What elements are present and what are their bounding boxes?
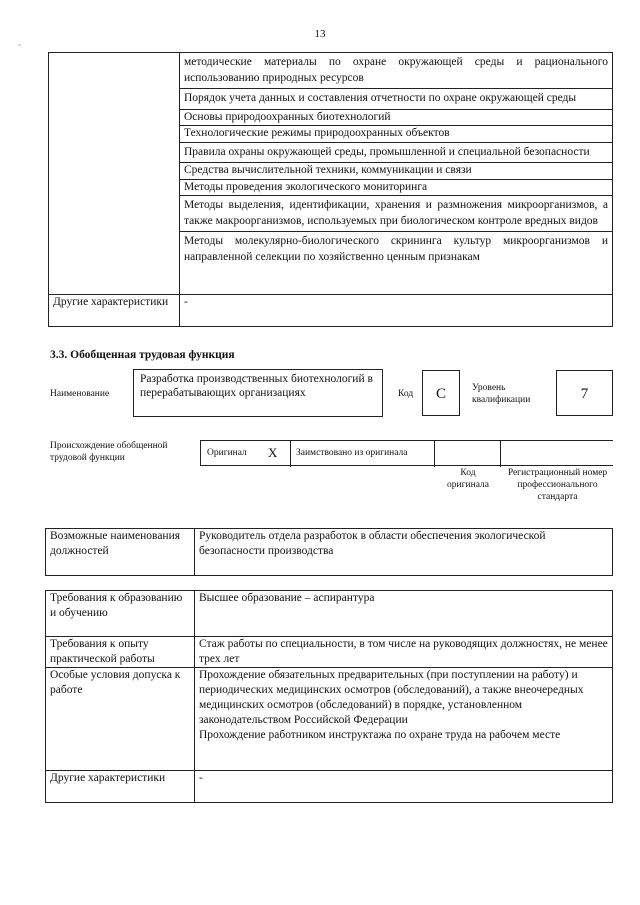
stray-mark: `: [18, 44, 22, 55]
knowledge-item: Основы природоохранных биотехнологий: [180, 110, 612, 127]
knowledge-item: Средства вычислительной техники, коммуникации и связи: [180, 163, 612, 180]
knowledge-item: Правила охраны окружающей среды, промышленной и специальной безопасности: [180, 143, 612, 164]
education-value: Высшее образование – аспирантура: [195, 591, 613, 637]
experience-value: Стаж работы по специальности, в том числе на руководящих должностях, не менее трех лет: [195, 637, 613, 668]
reg-caption: Регистрационный номер профессионального стандарта: [507, 468, 608, 502]
page-number: 13: [314, 28, 326, 40]
code-label: Код: [398, 389, 414, 399]
education-label: Требования к образованию и обучению: [46, 591, 195, 637]
name-label: Наименование: [50, 389, 110, 399]
knowledge-item: методические материалы по охране окружающей среды и рационального использованию природных ресурсов: [180, 53, 612, 89]
knowledge-item: Методы проведения экологического мониторинга: [180, 180, 612, 197]
other-characteristics-value: -: [195, 771, 613, 803]
positions-value: Руководитель отдела разработок в области обеспечения экологической безопасности производства: [195, 529, 613, 576]
section-title: 3.3. Обобщенная трудовая функция: [50, 349, 235, 361]
other-characteristics-value: -: [180, 295, 613, 327]
origin-row: [200, 440, 613, 466]
knowledge-item: Технологические режимы природоохранных объектов: [180, 126, 612, 143]
level-value-box: 7: [556, 370, 613, 416]
original-mark: X: [268, 445, 278, 460]
empty-label-cell: [49, 53, 180, 295]
admission-conditions-label: Особые условия допуска к работе: [46, 668, 195, 771]
experience-label: Требования к опыту практической работы: [46, 637, 195, 668]
knowledge-item: Методы молекулярно-биологического скрининга культур микроорганизмов и направленной селекции по хозяйственно ценным признакам: [184, 235, 608, 263]
code-value-box: C: [422, 370, 460, 416]
function-name-box: Разработка производственных биотехнологий в перерабатывающих организациях: [133, 369, 383, 417]
knowledge-item: Порядок учета данных и составления отчетности по охране окружающей среды: [180, 89, 612, 110]
knowledge-item: Методы выделения, идентификации, хранения и размножения микроорганизмов, а также макроорганизмов, используемых при биологическом контроле вредных видов: [180, 196, 612, 232]
requirements-table: [45, 590, 613, 803]
divider: [434, 441, 435, 467]
divider: [500, 441, 501, 467]
knowledge-table: [48, 52, 613, 327]
other-characteristics-label: Другие характеристики: [46, 771, 195, 803]
other-characteristics-label: Другие характеристики: [49, 295, 180, 327]
code-caption: Код оригинала: [447, 468, 489, 490]
admission-conditions-value-2: Прохождение работником инструктажа по охране труда на рабочем месте: [199, 729, 561, 741]
positions-label: Возможные наименования должностей: [46, 529, 195, 576]
borrowed-label: Заимствовано из оригинала: [296, 448, 408, 458]
positions-table: [45, 528, 613, 576]
divider: [290, 441, 291, 467]
original-label: Оригинал: [207, 448, 247, 458]
origin-label: Происхождение обобщенной трудовой функции: [50, 441, 168, 463]
admission-conditions-value: Прохождение обязательных предварительных (при поступлении на работу) и периодических медицинских осмотров (обследований), а также внеочередных медицинских осмотров (обследований) в порядке, установленном законодательством Российской Федерации: [199, 669, 584, 726]
level-label: Уровень квалификации: [472, 383, 531, 405]
